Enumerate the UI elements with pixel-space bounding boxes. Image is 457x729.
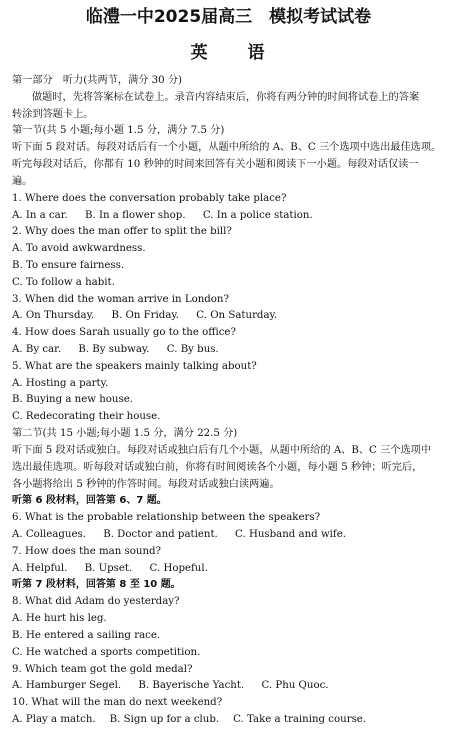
option-b: B. He entered a sailing race.: [12, 630, 161, 641]
option-a: A. Colleagues.: [12, 529, 86, 540]
question-10-options: [12, 711, 448, 729]
option-a: A. In a car.: [12, 210, 68, 221]
option-a: A. Hosting a party.: [12, 378, 109, 389]
question-7: 7. How does the man sound?: [12, 546, 162, 557]
part1-intro-line: 转涂到答题卡上。: [12, 109, 94, 120]
question-6: 6. What is the probable relationship between the speakers?: [12, 512, 321, 523]
question-1: 1. Where does the conversation probably take place?: [12, 193, 287, 204]
option-a: A. Hamburger Segel.: [12, 680, 122, 691]
section2-intro-line: 听下面 5 段对话或独白。每段对话或独白后有几个小题，从题中所给的 A、B、C 三个选项中: [12, 445, 432, 456]
option-b: B. Doctor and patient.: [103, 529, 218, 540]
question-3-options: [12, 307, 448, 325]
question-5: 5. What are the speakers mainly talking about?: [12, 361, 257, 372]
option-c: C. By bus.: [166, 344, 219, 355]
option-a: A. By car.: [12, 344, 62, 355]
option-c: C. To follow a habit.: [12, 277, 115, 288]
question-4-options: [12, 341, 448, 359]
question-3: 3. When did the woman arrive in London?: [12, 294, 229, 305]
option-a: A. To avoid awkwardness.: [12, 243, 146, 254]
section1-intro-line: 听下面 5 段对话。每段对话后有一个小题，从题中所给的 A、B、C 三个选项中选出最佳选项。: [12, 142, 442, 153]
option-b: B. By subway.: [78, 344, 150, 355]
option-a: A. Helpful.: [12, 563, 68, 574]
option-c: C. He watched a sports competition.: [12, 647, 201, 658]
question-4: 4. How does Sarah usually go to the office?: [12, 327, 236, 338]
subject-title: 英 语: [190, 43, 267, 63]
option-b: B. Bayerische Yacht.: [138, 680, 245, 691]
option-c: C. In a police station.: [202, 210, 313, 221]
option-b: B. Sign up for a club.: [109, 714, 220, 725]
material-7-heading: 听第 7 段材料，回答第 8 至 10 题。: [12, 579, 181, 590]
question-9-options: [12, 677, 448, 695]
option-b: B. To ensure fairness.: [12, 260, 125, 271]
question-10-block: [12, 694, 448, 712]
option-b: B. On Friday.: [111, 310, 180, 321]
option-c: C. Hopeful.: [149, 563, 208, 574]
material-6-heading: 听第 6 段材料，回答第 6、7 题。: [12, 495, 167, 506]
exam-title: 临澧一中2025届高三 模拟考试试卷: [85, 7, 372, 27]
option-b: B. Buying a new house.: [12, 394, 133, 405]
section1-heading: 第一节(共 5 小题;每小题 1.5 分，满分 7.5 分): [12, 125, 225, 136]
option-c: C. Phu Quoc.: [261, 680, 329, 691]
section1-intro-line: 听完每段对话后，你都有 10 秒钟的时间来回答有关小题和阅读下一小题。每段对话仅读一: [12, 159, 419, 170]
section1-intro-line: 遍。: [12, 176, 33, 187]
option-c: C. Husband and wife.: [235, 529, 346, 540]
option-a: A. He hurt his leg.: [12, 613, 107, 624]
question-2: 2. Why does the man offer to split the bill?: [12, 226, 232, 237]
section2-intro-line: 选出最佳选项。听每段对话或独白前，你将有时间阅读各个小题，每小题 5 秒钟；听完后，: [12, 462, 423, 473]
option-c: C. Take a training course.: [233, 714, 367, 725]
question-6-options: [12, 526, 448, 544]
section2-heading: 第二节(共 15 小题;每小题 1.5 分，满分 22.5 分): [12, 428, 238, 439]
option-b: B. In a flower shop.: [85, 210, 186, 221]
part1-heading: 第一部分 听力(共两节，满分 30 分): [12, 75, 183, 86]
option-c: C. Redecorating their house.: [12, 411, 161, 422]
part1-intro-line: 做题时，先将答案标在试卷上。录音内容结束后，你将有两分钟的时间将试卷上的答案: [32, 92, 420, 103]
option-c: C. On Saturday.: [196, 310, 278, 321]
option-b: B. Upset.: [84, 563, 133, 574]
question-8: 8. What did Adam do yesterday?: [12, 596, 180, 607]
section2-intro-line: 各小题将给出 5 秒钟的作答时间。每段对话或独白读两遍。: [12, 479, 280, 490]
question-10: 10. What will the man do next weekend?: [12, 697, 223, 708]
option-a: A. On Thursday.: [12, 310, 95, 321]
question-9: 9. Which team got the gold medal?: [12, 664, 193, 675]
option-a: A. Play a match.: [12, 714, 96, 725]
